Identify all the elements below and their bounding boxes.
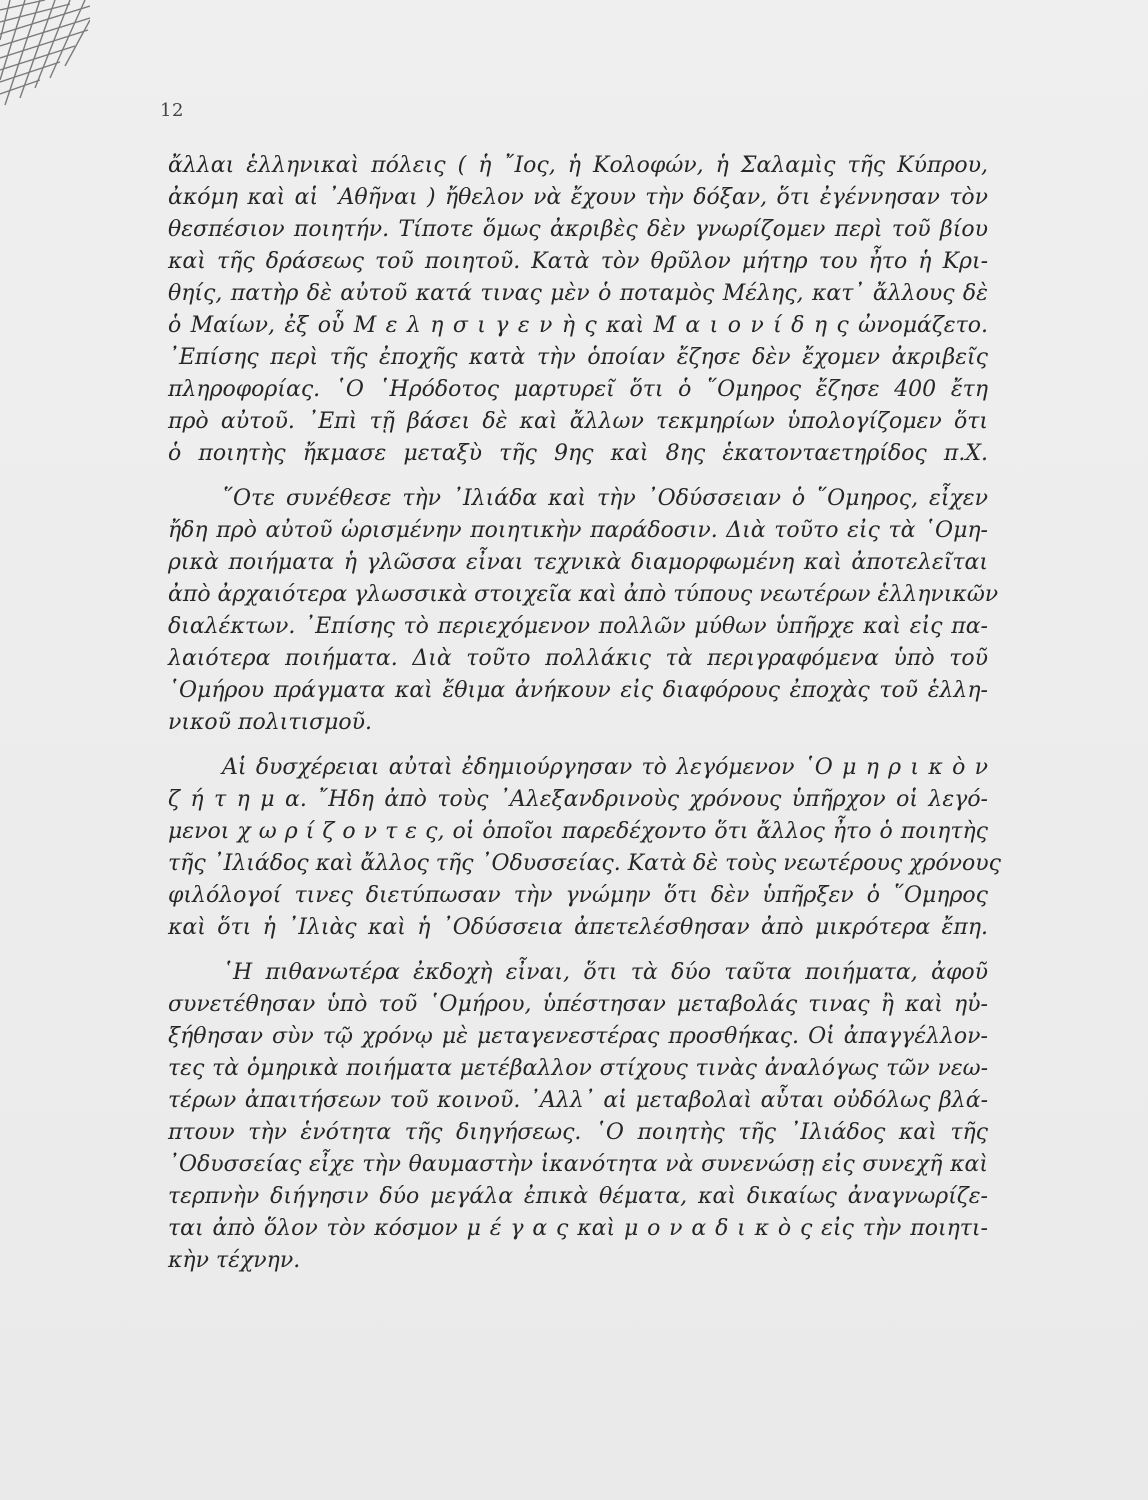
text-line: ῾Η πιθανωτέρα ἐκδοχὴ εἶναι, ὅτι τὰ δύο ταῦτα ποιήματα, ἀφοῦ — [222, 960, 988, 985]
text-line: μενοι χ ω ρ ί ζ ο ν τ ε ς, οἱ ὁποῖοι παρεδέχοντο ὅτι ἄλλος ἦτο ὁ ποιητὴς — [168, 819, 988, 844]
paragraph-4 — [168, 957, 988, 1277]
paragraph-2 — [168, 483, 999, 739]
text-line: πρὸ αὐτοῦ. ᾿Επὶ τῇ βάσει δὲ καὶ ἄλλων τεκμηρίων ὑπολογίζομεν ὅτι — [168, 409, 988, 434]
text-line: ἀπὸ ἀρχαιότερα γλωσσικὰ στοιχεῖα καὶ ἀπὸ τύπους νεωτέρων ἑλληνικῶν — [168, 582, 999, 607]
text-line: φιλόλογοί τινες διετύπωσαν τὴν γνώμην ὅτι δὲν ὑπῆρξεν ὁ ῞Ομηρος — [168, 883, 988, 908]
body-text — [168, 150, 1001, 1277]
text-line: διαλέκτων. ᾿Επίσης τὸ περιεχόμενον πολλῶν μύθων ὑπῆρχε καὶ εἰς πα- — [168, 614, 988, 639]
text-line: συνετέθησαν ὑπὸ τοῦ ῾Ομήρου, ὑπέστησαν μεταβολάς τινας ἢ καὶ ηὐ- — [168, 992, 988, 1017]
text-line: πληροφορίας. ῾Ο ῾Ηρόδοτος μαρτυρεῖ ὅτι ὁ ῞Ομηρος ἔζησε 400 ἔτη — [168, 377, 988, 402]
text-line: κὴν τέχνην. — [168, 1248, 301, 1273]
text-line: πτουν τὴν ἑνότητα τῆς διηγήσεως. ῾Ο ποιητὴς τῆς ᾿Ιλιάδος καὶ τῆς — [168, 1120, 988, 1145]
text-line: τερπνὴν διήγησιν δύο μεγάλα ἐπικὰ θέματα, καὶ δικαίως ἀναγνωρίζε- — [168, 1184, 988, 1209]
text-line: ρικὰ ποιήματα ἡ γλῶσσα εἶναι τεχνικὰ διαμορφωμένη καὶ ἀποτελεῖται — [168, 550, 988, 575]
text-line: ῞Οτε συνέθεσε τὴν ᾿Ιλιάδα καὶ τὴν ᾿Οδύσσειαν ὁ ῞Ομηρος, εἶχεν — [222, 486, 988, 511]
text-line: τες τὰ ὁμηρικὰ ποιήματα μετέβαλλον στίχους τινὰς ἀναλόγως τῶν νεω- — [168, 1056, 988, 1081]
text-line: ῾Ομήρου πράγματα καὶ ἔθιμα ἀνήκουν εἰς διαφόρους ἐποχὰς τοῦ ἑλλη- — [168, 678, 988, 703]
text-line: θεσπέσιον ποιητήν. Τίποτε ὅμως ἀκριβὲς δὲν γνωρίζομεν περὶ τοῦ βίου — [168, 217, 988, 242]
text-line: ᾿Επίσης περὶ τῆς ἐποχῆς κατὰ τὴν ὁποίαν ἔζησε δὲν ἔχομεν ἀκριβεῖς — [168, 345, 988, 370]
text-line: Αἱ δυσχέρειαι αὐταὶ ἐδημιούργησαν τὸ λεγόμενον ῾Ο μ η ρ ι κ ὸ ν — [222, 755, 988, 780]
text-line: νικοῦ πολιτισμοῦ. — [168, 710, 373, 735]
text-line: ζ ή τ η μ α. ῎Ηδη ἀπὸ τοὺς ᾿Αλεξανδρινοὺς χρόνους ὑπῆρχον οἱ λεγό- — [168, 787, 988, 812]
text-line: ὁ ποιητὴς ἤκμασε μεταξὺ τῆς 9ης καὶ 8ης ἑκατονταετηρίδος π.Χ. — [168, 441, 988, 466]
text-line: καὶ ὅτι ἡ ᾿Ιλιὰς καὶ ἡ ᾿Οδύσσεια ἀπετελέσθησαν ἀπὸ μικρότερα ἔπη. — [168, 915, 988, 940]
text-line: τέρων ἀπαιτήσεων τοῦ κοινοῦ. ᾿Αλλ᾿ αἱ μεταβολαὶ αὗται οὐδόλως βλά- — [168, 1088, 988, 1113]
text-line: ὁ Μαίων, ἐξ οὗ Μ ε λ η σ ι γ ε ν ὴ ς καὶ Μ α ι ο ν ί δ η ς ὠνομάζετο. — [168, 313, 988, 338]
text-line: ται ἀπὸ ὅλον τὸν κόσμον μ έ γ α ς καὶ μ ο ν α δ ι κ ὸ ς εἰς τὴν ποιητι- — [168, 1216, 988, 1241]
text-line: ἄλλαι ἑλληνικαὶ πόλεις ( ἡ ῎Ιος, ἡ Κολοφών, ἡ Σαλαμὶς τῆς Κύπρου, — [168, 153, 988, 178]
text-line: καὶ τῆς δράσεως τοῦ ποιητοῦ. Κατὰ τὸν θρῦλον μήτηρ του ἦτο ἡ Κρι- — [168, 249, 988, 274]
paragraph-3 — [168, 752, 1001, 944]
text-line: ἀκόμη καὶ αἱ ᾿Αθῆναι ) ἤθελον νὰ ἔχουν τὴν δόξαν, ὅτι ἐγέννησαν τὸν — [168, 185, 988, 210]
paragraph-1 — [168, 150, 988, 470]
text-line: τῆς ᾿Ιλιάδος καὶ ἄλλος τῆς ᾿Οδυσσείας. Κατὰ δὲ τοὺς νεωτέρους χρόνους — [168, 851, 1001, 876]
text-line: ᾿Οδυσσείας εἶχε τὴν θαυμαστὴν ἱκανότητα νὰ συνενώσῃ εἰς συνεχῆ καὶ — [168, 1152, 988, 1177]
page-number: 12 — [160, 100, 184, 121]
crosshatch-corner-mark — [0, 0, 90, 110]
text-line: ἤδη πρὸ αὐτοῦ ὡρισμένην ποιητικὴν παράδοσιν. Διὰ τοῦτο εἰς τὰ ῾Ομη- — [168, 518, 988, 543]
text-line: θηίς, πατὴρ δὲ αὐτοῦ κατά τινας μὲν ὁ ποταμὸς Μέλης, κατ᾿ ἄλλους δὲ — [168, 281, 988, 306]
text-line: ξήθησαν σὺν τῷ χρόνῳ μὲ μεταγενεστέρας προσθήκας. Οἱ ἀπαγγέλλον- — [168, 1024, 988, 1049]
text-line: λαιότερα ποιήματα. Διὰ τοῦτο πολλάκις τὰ περιγραφόμενα ὑπὸ τοῦ — [168, 646, 988, 671]
